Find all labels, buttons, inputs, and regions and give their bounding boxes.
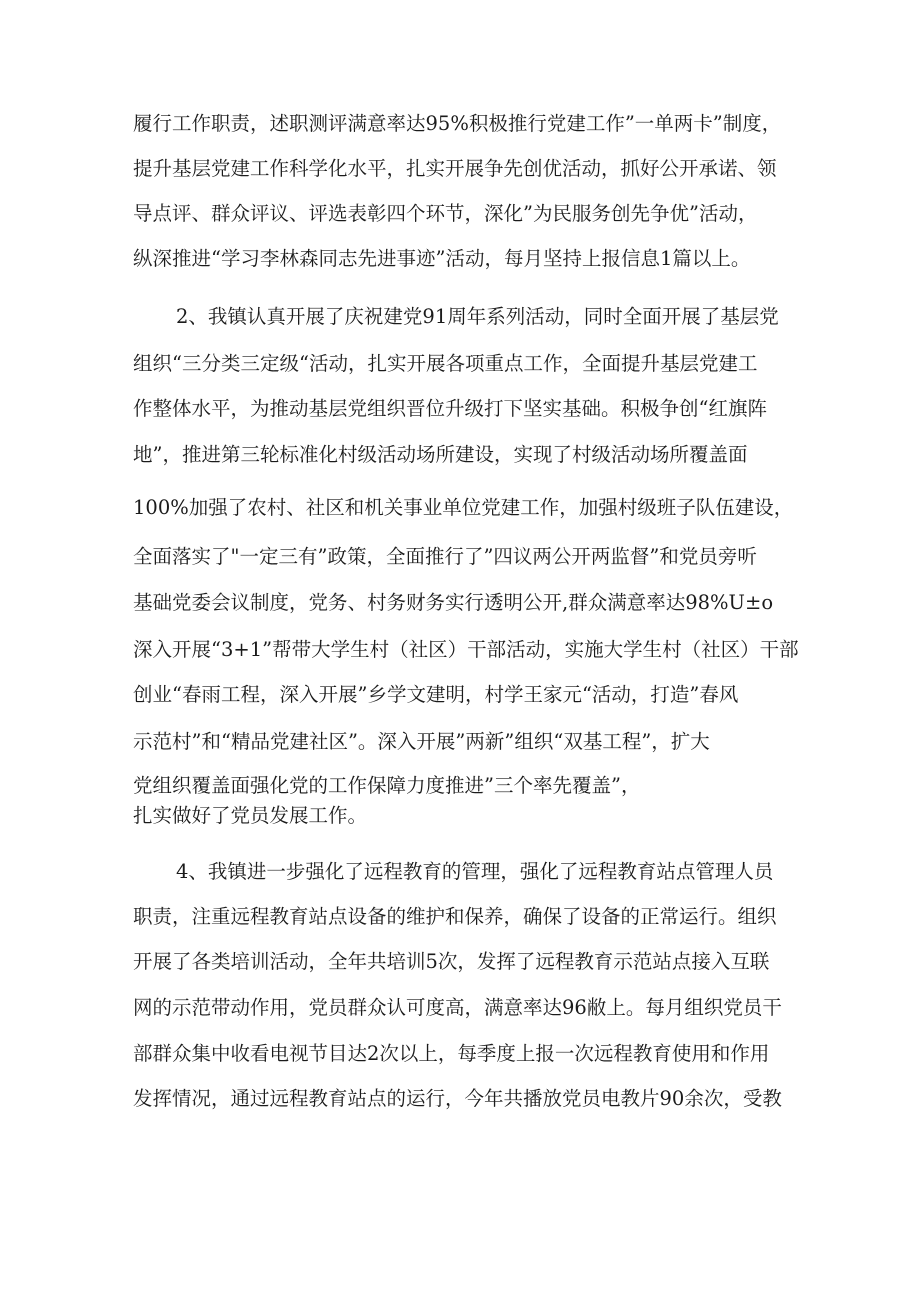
text-line: 扎实做好了党员发展工作。 — [133, 804, 368, 827]
text-line: 组织“三分类三定级“活动，扎实开展各项重点工作，全面提升基层党建工 — [133, 352, 758, 375]
text-line: 导点评、群众评议、评选表彰四个环节，深化”为民服务创先争优”活动， — [133, 202, 758, 225]
text-line: 提升基层党建工作科学化水平，扎实开展争先创优活动，抓好公开承诺、领 — [133, 157, 777, 180]
text-line: 部群众集中收看电视节目达2次以上，每季度上报一次远程教育使用和作用 — [133, 1042, 770, 1065]
text-line: 履行工作职责，述职测评满意率达95%积极推行党建工作”一单两卡”制度， — [133, 112, 782, 135]
text-line: 4、我镇进一步强化了远程教育的管理，强化了远程教育站点管理人员 — [176, 860, 774, 883]
text-line: 职责，注重远程教育站点设备的维护和保养，确保了设备的正常运行。组织 — [133, 905, 777, 928]
text-line: 发挥情况，通过远程教育站点的运行，今年共播放党员电教片90余次，受教 — [133, 1087, 782, 1110]
text-line: 深入开展“3+1”帮带大学生村（社区）干部活动，实施大学生村（社区）干部 — [133, 638, 799, 661]
text-line: 地”，推进第三轮标准化村级活动场所建设，实现了村级活动场所覆盖面 — [133, 443, 748, 466]
text-line: 全面落实了"一定三有”政策，全面推行了”四议两公开两监督”和党员旁听 — [133, 545, 757, 568]
text-line: 100%加强了农村、社区和机关事业单位党建工作，加强村级班子队伍建设， — [133, 496, 794, 519]
text-line: 示范村”和“精品党建社区”。深入开展”两新”组织“双基工程”，扩大 — [133, 730, 710, 753]
text-line: 基础党委会议制度，党务、村务财务实行透明公开,群众满意率达98%U±o — [133, 591, 774, 614]
text-line: 开展了各类培训活动，全年共培训5次，发挥了远程教育示范站点接入互联 — [133, 950, 770, 973]
text-line: 作整体水平，为推动基层党组织晋位升级打下坚实基础。积极争创“红旗阵 — [133, 397, 767, 420]
text-line: 网的示范带动作用，党员群众认可度高，满意率达96敝上。每月组织党员干 — [133, 996, 782, 1019]
text-line: 纵深推进“学习李林森同志先进事迹”活动，每月坚持上报信息1篇以上。 — [133, 247, 751, 270]
text-line: 2、我镇认真开展了庆祝建党91周年系列活动，同时全面开展了基层党 — [176, 305, 779, 328]
text-line: 创业“春雨工程，深入开展”乡学文建明，村学王家元“活动，打造”春风 — [133, 683, 739, 706]
text-line: 党组织覆盖面强化党的工作保障力度推进”三个率先覆盖”， — [133, 774, 641, 797]
